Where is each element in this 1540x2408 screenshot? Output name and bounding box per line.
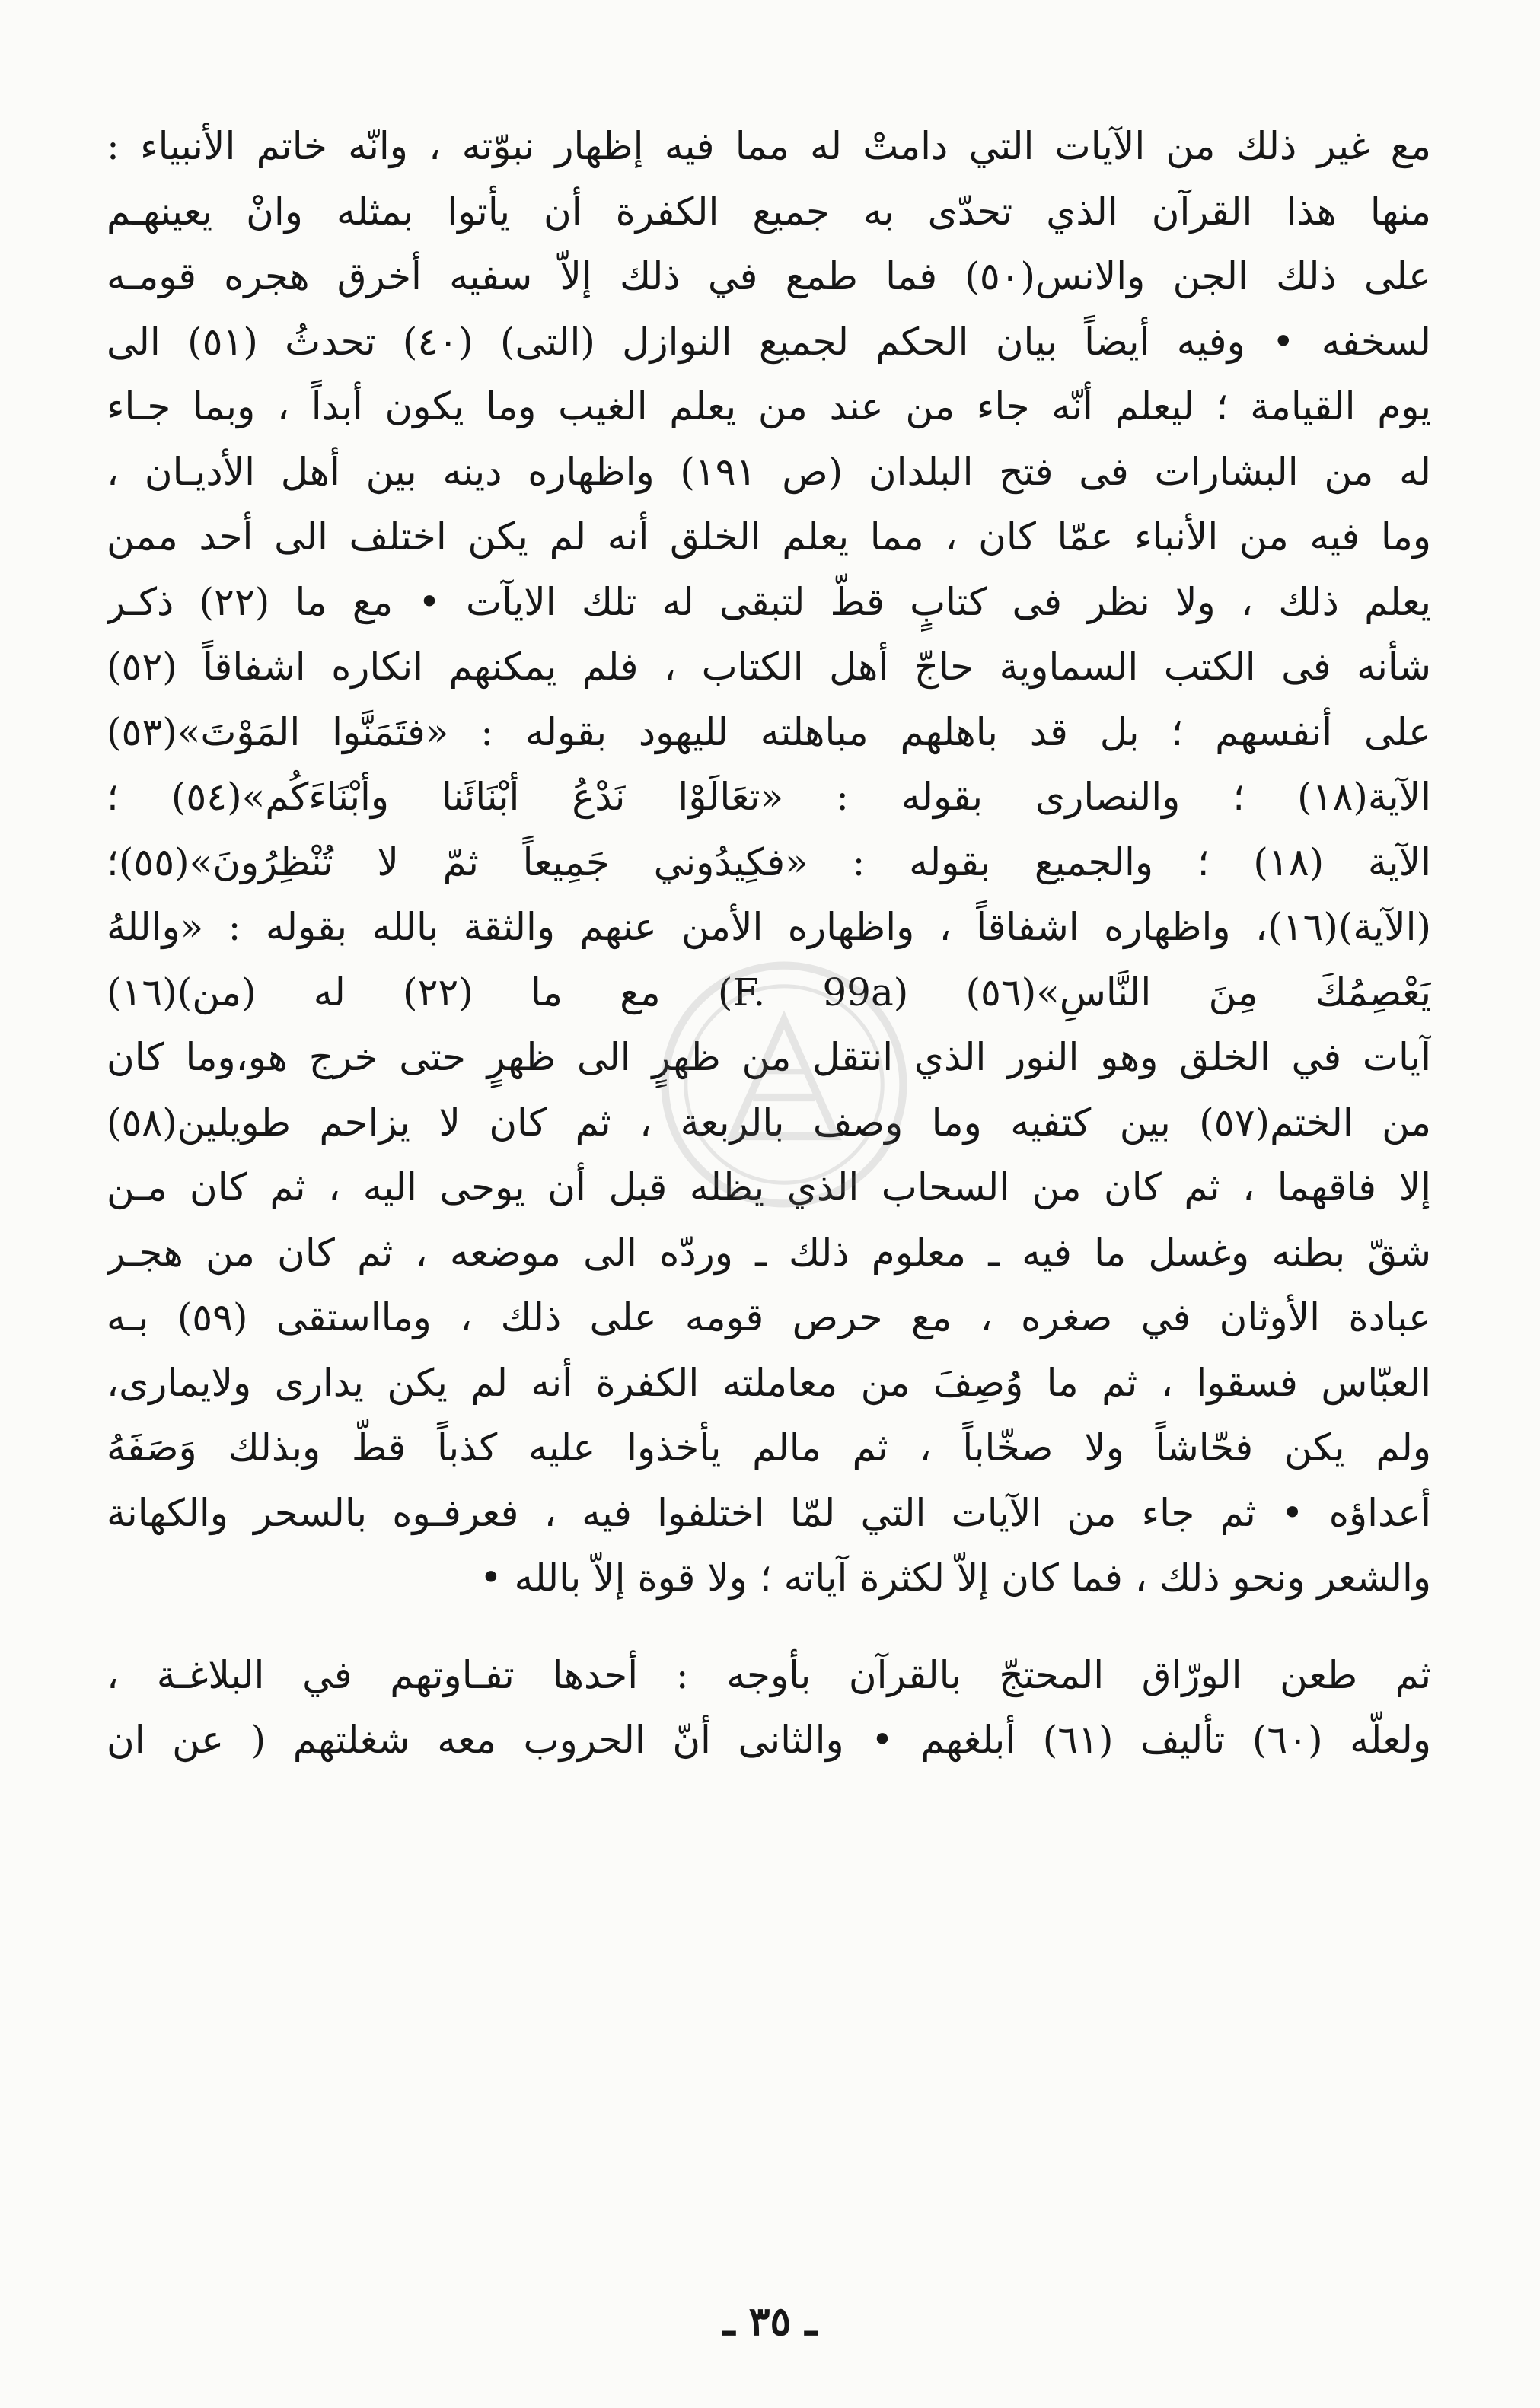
text-line: على ذلك الجن والانس(٥٠) فما طمع في ذلك إلاّ سفيه أخرق هجره قومـه — [107, 254, 1431, 298]
text-line: عبادة الأوثان في صغره ، مع حرص قومه على ذلك ، ومااستقى (٥٩) بـه — [107, 1295, 1431, 1339]
paragraph-2 — [107, 1643, 1431, 1773]
text-line: له من البشارات فى فتح البلدان (ص ١٩١) واظهاره دينه بين أهل الأديـان ، — [107, 449, 1431, 494]
text-line: والشعر ونحو ذلك ، فما كان إلاّ لكثرة آياته ؛ ولا قوة إلاّ بالله • — [480, 1556, 1431, 1600]
paragraph-1 — [107, 114, 1431, 1611]
text-line: (الآية)(١٦)، واظهاره اشفاقاً ، واظهاره الأمن عنهم والثقة بالله بقوله : «واللهُ — [107, 905, 1431, 949]
text-line: يعلم ذلك ، ولا نظر فى كتابٍ قطّ لتبقى له تلك الايآت • مع ما (٢٢) ذكـر — [107, 579, 1431, 624]
text-line: على أنفسهم ؛ بل قد باهلهم مباهلته لليهود بقوله : «فتَمَنَّوا المَوْتَ»(٥٣) — [107, 709, 1431, 754]
text-line: الآية (١٨) ؛ والجميع بقوله : «فكِيدُوني جَمِيعاً ثمّ لا تُنْظِرُونَ»(٥٥)؛ — [107, 839, 1431, 884]
text-line: أعداؤه • ثم جاء من الآيات التي لمّا اختلفوا فيه ، فعرفـوه بالسحر والكهانة — [107, 1490, 1431, 1535]
page-number: ـ ٣٥ ـ — [723, 2298, 817, 2345]
text-line: وما فيه من الأنباء عمّا كان ، مما يعلم الخلق أنه لم يكن اختلف الى أحد ممن — [107, 514, 1431, 559]
page-body — [107, 114, 1431, 2359]
text-line: يَعْصِمُكَ مِنَ النَّاسِ»(٥٦) (F. 99a) مع ما (٢٢) له (من)(١٦) — [107, 970, 1431, 1014]
text-line: العبّاس فسقوا ، ثم ما وُصِفَ من معاملته الكفرة أنه لم يكن يدارى ولايمارى، — [107, 1360, 1431, 1405]
text-line: منها هذا القرآن الذي تحدّى به جميع الكفرة أن يأتوا بمثله وانْ يعينهـم — [107, 189, 1431, 234]
text-line: ولعلّه (٦٠) تأليف (٦١) أبلغهم • والثانى أنّ الحروب معه شغلتهم ( عن ان — [107, 1718, 1431, 1762]
text-line: يوم القيامة ؛ ليعلم أنّه جاء من عند من يعلم الغيب وما يكون أبداً ، وبما جـاء — [107, 384, 1431, 428]
text-line: آيات في الخلق وهو النور الذي انتقل من ظهرٍ الى ظهرٍ حتى خرج هو،وما كان — [107, 1035, 1431, 1079]
text-line: من الختم(٥٧) بين كتفيه وما وصف بالربعة ، ثم كان لا يزاحم طويلين(٥٨) — [107, 1100, 1431, 1145]
text-line: إلا فاقهما ، ثم كان من السحاب الذي يظله قبل أن يوحى اليه ، ثم كان مـن — [107, 1165, 1431, 1209]
text-line: شقّ بطنه وغسل ما فيه ـ معلوم ذلك ـ وردّه الى موضعه ، ثم كان من هجـر — [107, 1230, 1431, 1275]
text-line: الآية(١٨) ؛ والنصارى بقوله : «تعَالَوْا نَدْعُ أبْنَائَنا وأبْنَاءَكُم»(٥٤) ؛ — [107, 775, 1431, 819]
text-line: ثم طعن الورّاق المحتجّ بالقرآن بأوجه : أحدها تفـاوتهم في البلاغـة ، — [107, 1652, 1431, 1697]
text-line: شأنه فى الكتب السماوية حاجّ أهل الكتاب ، فلم يمكنهم انكاره اشفاقاً (٥٢) — [107, 645, 1431, 689]
text-line: لسخفه • وفيه أيضاً بيان الحكم لجميع النوازل (التى) (٤٠) تحدثُ (٥١) الى — [107, 319, 1431, 364]
library-seal-icon — [655, 955, 913, 1214]
text-line: ولم يكن فحّاشاً ولا صخّاباً ، ثم مالم يأخذوا عليه كذباً قطّ وبذلك وَصَفَهُ — [107, 1425, 1431, 1470]
text-line: مع غير ذلك من الآيات التي دامتْ له مما فيه إظهار نبوّته ، وانّه خاتم الأنبياء : — [107, 124, 1431, 168]
